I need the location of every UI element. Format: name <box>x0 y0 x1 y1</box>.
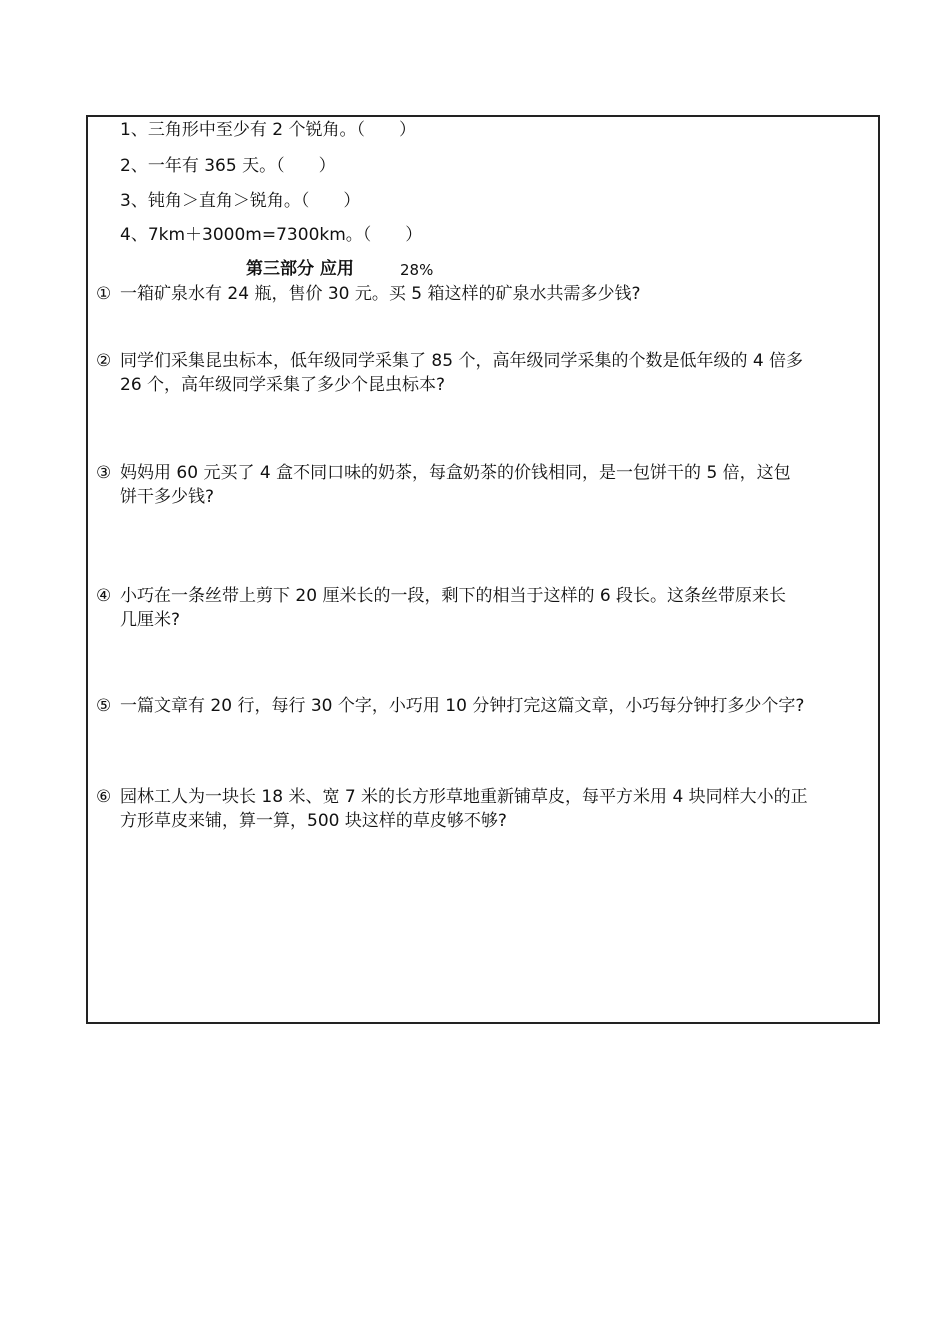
section-score: 28% <box>400 261 434 279</box>
problem-text-line2: 26 个，高年级同学采集了多少个昆虫标本? <box>120 375 446 395</box>
item-text: 钝角＞直角＞锐角。（ ） <box>147 191 361 211</box>
problem-text-line1: 一箱矿泉水有 24 瓶，售价 30 元。买 5 箱这样的矿泉水共需多少钱? <box>120 284 641 304</box>
section-title: 第三部分 应用 <box>246 259 354 279</box>
item-text: 三角形中至少有 2 个锐角。（ ） <box>147 120 416 140</box>
item-index: 1、 <box>120 120 148 140</box>
problem-4 <box>96 584 876 632</box>
problem-marker: ① <box>96 284 112 304</box>
problem-text-line1: 园林工人为一块长 18 米、宽 7 米的长方形草地重新铺草皮，每平方米用 4 块同样大小的正 <box>120 787 808 807</box>
problem-marker: ④ <box>96 586 112 606</box>
true-false-item-1 <box>120 119 416 141</box>
true-false-item-2 <box>120 155 336 177</box>
problem-2 <box>96 349 876 397</box>
item-text: 一年有 365 天。（ ） <box>147 156 336 176</box>
problem-6 <box>96 785 876 833</box>
problem-text-line1: 小巧在一条丝带上剪下 20 厘米长的一段，剩下的相当于这样的 6 段长。这条丝带原来长 <box>120 586 787 606</box>
problem-text-line2: 饼干多少钱? <box>120 487 215 507</box>
item-index: 4、 <box>120 225 148 245</box>
problem-text-line1: 妈妈用 60 元买了 4 盒不同口味的奶茶，每盒奶茶的价钱相同，是一包饼干的 5 倍，这包 <box>120 463 791 483</box>
problem-marker: ⑤ <box>96 696 112 716</box>
problem-marker: ③ <box>96 463 112 483</box>
problem-1 <box>96 282 876 306</box>
problem-5 <box>96 694 876 718</box>
item-index: 3、 <box>120 191 148 211</box>
problem-text-line1: 同学们采集昆虫标本，低年级同学采集了 85 个，高年级同学采集的个数是低年级的 4 倍多 <box>120 351 804 371</box>
problem-text-line2: 几厘米? <box>120 610 181 630</box>
problem-marker: ② <box>96 351 112 371</box>
problem-text-line1: 一篇文章有 20 行，每行 30 个字，小巧用 10 分钟打完这篇文章，小巧每分钟打多少个字? <box>120 696 805 716</box>
true-false-item-4 <box>120 224 422 246</box>
problem-3 <box>96 461 876 509</box>
problem-text-line2: 方形草皮来铺，算一算，500 块这样的草皮够不够? <box>120 811 507 831</box>
worksheet-frame <box>86 115 880 1024</box>
item-text: 7km＋3000m=7300km。（ ） <box>147 225 423 245</box>
true-false-item-3 <box>120 190 360 212</box>
problem-marker: ⑥ <box>96 787 112 807</box>
item-index: 2、 <box>120 156 148 176</box>
